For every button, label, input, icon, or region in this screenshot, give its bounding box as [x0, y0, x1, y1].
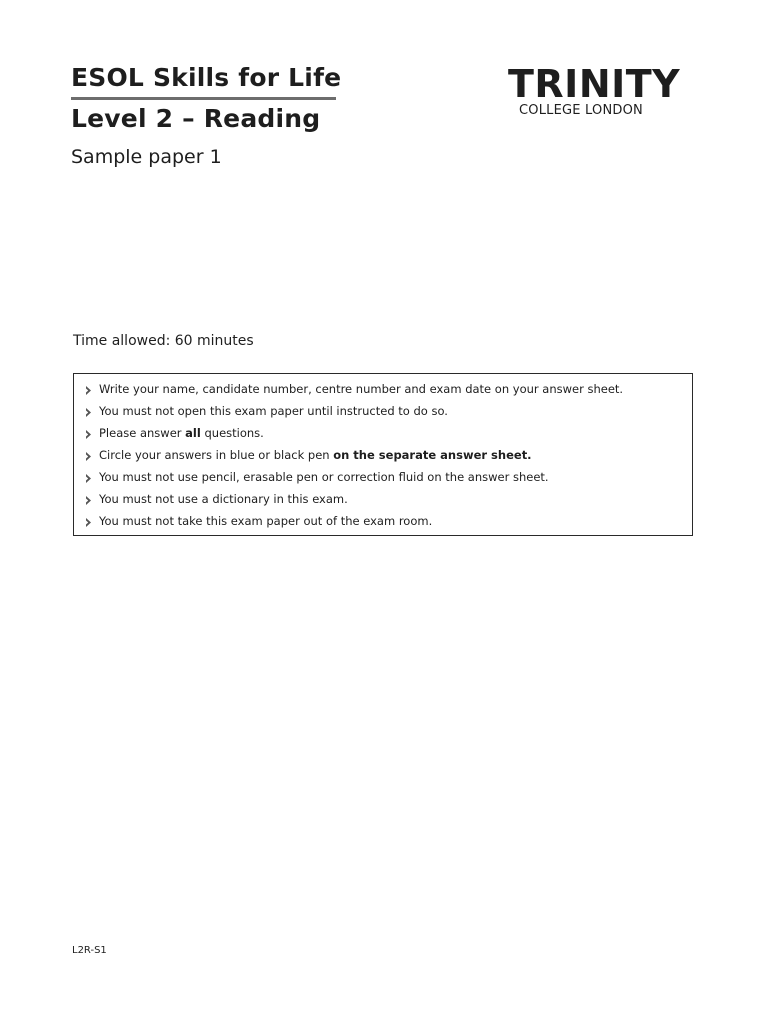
instruction-emphasis: on the separate answer sheet. [333, 448, 532, 462]
instruction-item [74, 491, 692, 513]
instruction-text: You must not use pencil, erasable pen or correction fluid on the answer sheet. [99, 470, 549, 484]
instruction-text: Please answer [99, 426, 186, 440]
bullet-arrow-icon [85, 430, 92, 439]
title-underline [71, 97, 336, 100]
instruction-item [74, 403, 692, 425]
time-allowed-value: 60 minutes [170, 333, 254, 349]
logo-subtext: COLLEGE LONDON [519, 103, 643, 118]
instruction-item [74, 381, 692, 403]
instruction-item [74, 447, 692, 469]
instruction-text: Circle your answers in blue or black pen [99, 448, 334, 462]
time-allowed-label: Time allowed: [73, 333, 171, 349]
bullet-arrow-icon [85, 518, 92, 527]
instruction-item [74, 469, 692, 491]
bullet-arrow-icon [85, 474, 92, 483]
bullet-arrow-icon [85, 386, 92, 395]
bullet-arrow-icon [85, 452, 92, 461]
instruction-text: questions. [200, 426, 264, 440]
trinity-logo [508, 64, 692, 122]
instructions-list [74, 374, 692, 535]
instruction-text: You must not use a dictionary in this exam. [99, 492, 348, 506]
bullet-arrow-icon [85, 496, 92, 505]
paper-code: L2R-S1 [72, 945, 107, 956]
instructions-box [73, 373, 693, 536]
logo-wordmark: TRINITY [508, 62, 681, 106]
instruction-item [74, 425, 692, 447]
instruction-emphasis: all [185, 426, 201, 440]
page-subtitle: Sample paper 1 [71, 146, 222, 168]
time-allowed [73, 331, 254, 351]
instruction-text: You must not take this exam paper out of the exam room. [99, 514, 433, 528]
instruction-text: You must not open this exam paper until instructed to do so. [99, 404, 448, 418]
bullet-arrow-icon [85, 408, 92, 417]
instruction-item [74, 513, 692, 535]
page-title-line-2: Level 2 – Reading [71, 104, 321, 133]
page-title-line-1: ESOL Skills for Life [71, 63, 342, 92]
instruction-text: Write your name, candidate number, centre number and exam date on your answer sheet. [99, 382, 624, 396]
